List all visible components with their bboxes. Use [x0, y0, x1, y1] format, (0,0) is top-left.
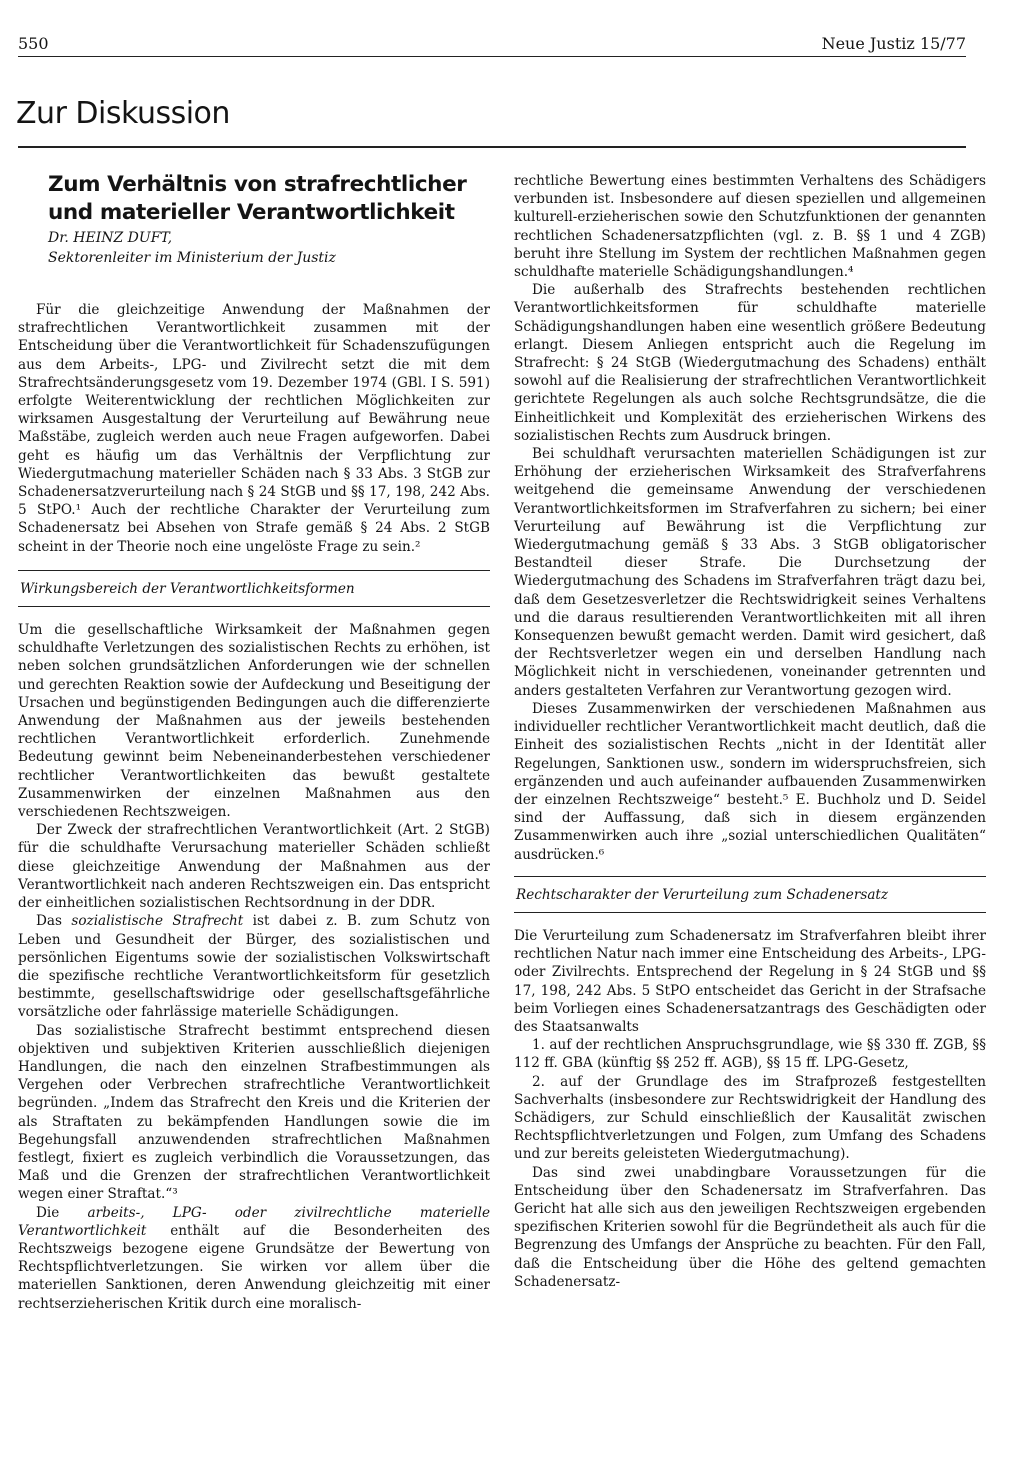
list-item: 2. auf der Grundlage des im Strafprozeß festgestellten Sachverhalts (insbesondere zur Rechtswidrigkeit der Handlung des Schädigers, zur Schuld einschließlich der Kausalität zwischen Rechtspflichtverletzungen und Folgen, zum Umfang des Schadens und zur bereits geleisteten Wiedergutmachung). [514, 1073, 986, 1163]
body-paragraph: Um die gesellschaftliche Wirksamkeit der Maßnahmen gegen schuldhafte Verletzungen des sozialistischen Rechts zu erhöhen, ist neben solchen grundsätzlichen Anforderungen wie der schnellen und gerechten Reaktion sowie der Aufdeckung und Beseitigung der Ursachen und begünstigenden Bedingungen auch die differenzierte Anwendung der Maßnahmen aus der jeweils bestehenden rechtlichen Verantwortlichkeit erforderlich. Zunehmende Bedeutung gewinnt beim Nebeneinanderbestehen verschiedener rechtlicher Verantwortlichkeiten das bewußt gestaltete Zusammenwirken der einzelnen Maßnahmen aus den verschiedenen Rechtszweigen. [18, 622, 490, 821]
body-paragraph: Das sind zwei unabdingbare Voraussetzungen für die Entscheidung über den Schadenersatz im Strafverfahren. Das Gericht hat alle sich aus den jeweiligen Rechtszweigen ergebenden spezifischen Kriterien sowohl für die Begründetheit als auch für die Begrenzung des Umfangs der Ansprüche zu beachten. Für den Fall, daß die Entscheidung über die Höhe des geltend gemachten Schadenersatz- [514, 1164, 986, 1290]
numbered-list [514, 1036, 986, 1163]
article-title-line-2: und materieller Verantwortlichkeit [48, 200, 455, 225]
emphasis-term: arbeits-, LPG- oder zivilrechtliche materielle Verantwortlichkeit [18, 1204, 490, 1239]
body-paragraph: Das sozialistische Strafrecht bestimmt entsprechend diesen objektiven und subjektiven Kriterien ausschließlich diejenigen Handlungen, die nach den einzelnen Strafbestimmungen als Vergehen oder Verbrechen strafrechtliche Verantwortlichkeit begründen. „Indem das Strafrecht den Kreis und die Kriterien der als Straftaten zu bekämpfenden Handlungen sowie die im Begehungsfall anzuwendenden strafrechtlichen Maßnahmen festlegt, fixiert es zugleich verbindlich die Voraussetzungen, das Maß und die Grenzen der strafrechtlichen Verantwortlichkeit wegen einer Straftat.“³ [18, 1022, 490, 1203]
article-title-line-1: Zum Verhältnis von strafrechtlicher [48, 172, 467, 197]
section-title: Zur Diskussion [16, 96, 230, 131]
body-paragraph: Die außerhalb des Strafrechts bestehenden rechtlichen Verantwortlichkeitsformen für schuldhafte materielle Schädigungshandlungen haben eine wesentlich größere Bedeutung erlangt. Diesem Anliegen entspricht auch die Regelung im Strafrecht: § 24 StGB (Wiedergutmachung des Schadens) enthält sowohl auf die Realisierung der strafrechtlichen Verantwortlichkeit gerichtete Regelungen als auch solche Rechtsgrundsätze, die die Einheitlichkeit und Komplexität des erzieherischen Wirkens des sozialistischen Rechts zum Ausdruck bringen. [514, 282, 986, 444]
author-role: Sektorenleiter im Ministerium der Justiz [48, 250, 336, 266]
author-name: Dr. HEINZ DUFT, [48, 230, 173, 246]
article-title [48, 171, 466, 227]
emphasis-term: sozialistische Strafrecht [71, 913, 244, 930]
body-paragraph: Die arbeits-, LPG- oder zivilrechtliche materielle Verantwortlichkeit enthält auf die Besonderheiten des Rechtszweigs bezogene eigene Grundsätze der Bewertung von Rechtspflichtverletzungen. Sie wirken vor allem über die materiellen Sanktionen, deren Anwendung gleichzeitig mit einer rechtserzieherischen Kritik durch eine moralisch- [18, 1204, 490, 1312]
section-divider [18, 146, 966, 148]
body-paragraph: rechtliche Bewertung eines bestimmten Verhaltens des Schädigers verbunden ist. Insbesondere auf diesen speziellen und allgemeinen kulturell-erzieherischen sowie den Schutzfunktionen der genannten rechtlichen Schadenersatzpflichten (vgl. z. B. §§ 1 und 4 ZGB) beruht ihre Stellung im System der rechtlichen Maßnahmen gegen schuldhafte materielle Schädigungshandlungen.⁴ [514, 173, 986, 281]
body-paragraph: Die Verurteilung zum Schadenersatz im Strafverfahren bleibt ihrer rechtlichen Natur nach immer eine Entscheidung des Arbeits-, LPG- oder Zivilrechts. Entsprechend der Regelung in § 24 StGB und §§ 17, 198, 242 Abs. 5 StPO entscheidet das Gericht in der Strafsache beim Vorliegen eines Schadenersatzantrags des Geschädigten oder des Staatsanwalts [514, 927, 986, 1035]
page-number: 550 [18, 34, 49, 53]
subheading-rechtscharakter: Rechtscharakter der Verurteilung zum Schadenersatz [514, 876, 986, 913]
subheading-wirkungsbereich: Wirkungsbereich der Verantwortlichkeitsformen [18, 570, 490, 607]
left-column [18, 301, 490, 1313]
body-paragraph: Das sozialistische Strafrecht ist dabei z. B. zum Schutz von Leben und Gesundheit der Bürger, des sozialistischen und persönlichen Eigentums sowie der sozialistischen Volkswirtschaft die spezifische rechtliche Verantwortlichkeitsform für gesetzlich bestimmte, gesellschaftswidrige oder gesellschaftsgefährliche vorsätzliche oder fahrlässige materielle Schädigungen. [18, 913, 491, 1021]
list-item: 1. auf der rechtlichen Anspruchsgrundlage, wie §§ 330 ff. ZGB, §§ 112 ff. GBA (künftig §§ 252 ff. AGB), §§ 15 ff. LPG-Gesetz, [514, 1037, 986, 1072]
intro-paragraph: Für die gleichzeitige Anwendung der Maßnahmen der strafrechtlichen Verantwortlichkeit zusammen mit der Entscheidung über die Verantwortlichkeit für Schadenszufügungen aus dem Arbeits-, LPG- und Zivilrecht setzt die mit dem Strafrechtsänderungsgesetz vom 19. Dezember 1974 (GBl. I S. 591) erfolgte Weiterentwicklung der rechtlichen Möglichkeiten zur wirksamen Ausgestaltung der Verurteilung auf Bewährung neue Maßstäbe, zugleich werden auch neue Fragen aufgeworfen. Dabei geht es häufig um das Verhältnis der Verpflichtung zur Wiedergutmachung materieller Schäden nach § 33 Abs. 3 StGB zur Schadenersatzverurteilung nach § 24 StGB und §§ 17, 198, 242 Abs. 5 StPO.¹ Auch der rechtliche Charakter der Verurteilung zum Schadenersatz bei Absehen von Strafe gemäß § 24 Abs. 2 StGB scheint in der Theorie noch eine ungelöste Frage zu sein.² [18, 302, 490, 555]
body-paragraph: Dieses Zusammenwirken der verschiedenen Maßnahmen aus individueller rechtlicher Verantwortlichkeit macht deutlich, daß die Einheit des sozialistischen Rechts „nicht in der Identität aller Regelungen, Sanktionen usw., sondern im widerspruchsfreien, sich ergänzenden und auch aufeinander aufbauenden Zusammenwirken der einzelnen Rechtszweige“ besteht.⁵ E. Buchholz und D. Seidel sind der Auffassung, daß sich in diesem ergänzenden Zusammenwirken auch ihre „sozial unterschiedlichen Qualitäten“ ausdrücken.⁶ [514, 700, 986, 863]
journal-issue: Neue Justiz 15/77 [821, 34, 966, 53]
page-header [0, 0, 1024, 60]
body-paragraph: Der Zweck der strafrechtlichen Verantwortlichkeit (Art. 2 StGB) für die schuldhafte Verursachung materieller Schäden schließt diese gleichzeitige Anwendung der Maßnahmen aus der Verantwortlichkeit nach anderen Rechtszweigen ein. Das entspricht der einheitlichen sozialistischen Rechtsordnung in der DDR. [18, 822, 490, 912]
author-block [48, 228, 336, 268]
body-paragraph: Bei schuldhaft verursachten materiellen Schädigungen ist zur Erhöhung der erzieherischen Wirksamkeit des Strafverfahrens weitgehend die gemeinsame Anwendung der verschiedenen Verantwortlichkeitsformen im Strafverfahren zu sichern; bei einer Verurteilung auf Bewährung ist die Verpflichtung zur Wiedergutmachung gemäß § 33 Abs. 3 StGB obligatorischer Bestandteil dieser Strafe. Die Durchsetzung der Wiedergutmachung des Schadens im Strafverfahren trägt dazu bei, daß dem Gesetzesverletzer die Rechtswidrigkeit seines Verhaltens und die daraus resultierenden Verantwortlichkeiten mit all ihren Konsequenzen bewußt gemacht werden. Damit wird gesichert, daß der Rechtsverletzer wegen ein und derselben Handlung nach Möglichkeit nicht in verschiedenen, voneinander getrennten und anders gestalteten Verfahren zur Verantwortung gezogen wird. [514, 446, 986, 699]
header-divider [18, 56, 966, 57]
right-column [514, 172, 986, 1291]
